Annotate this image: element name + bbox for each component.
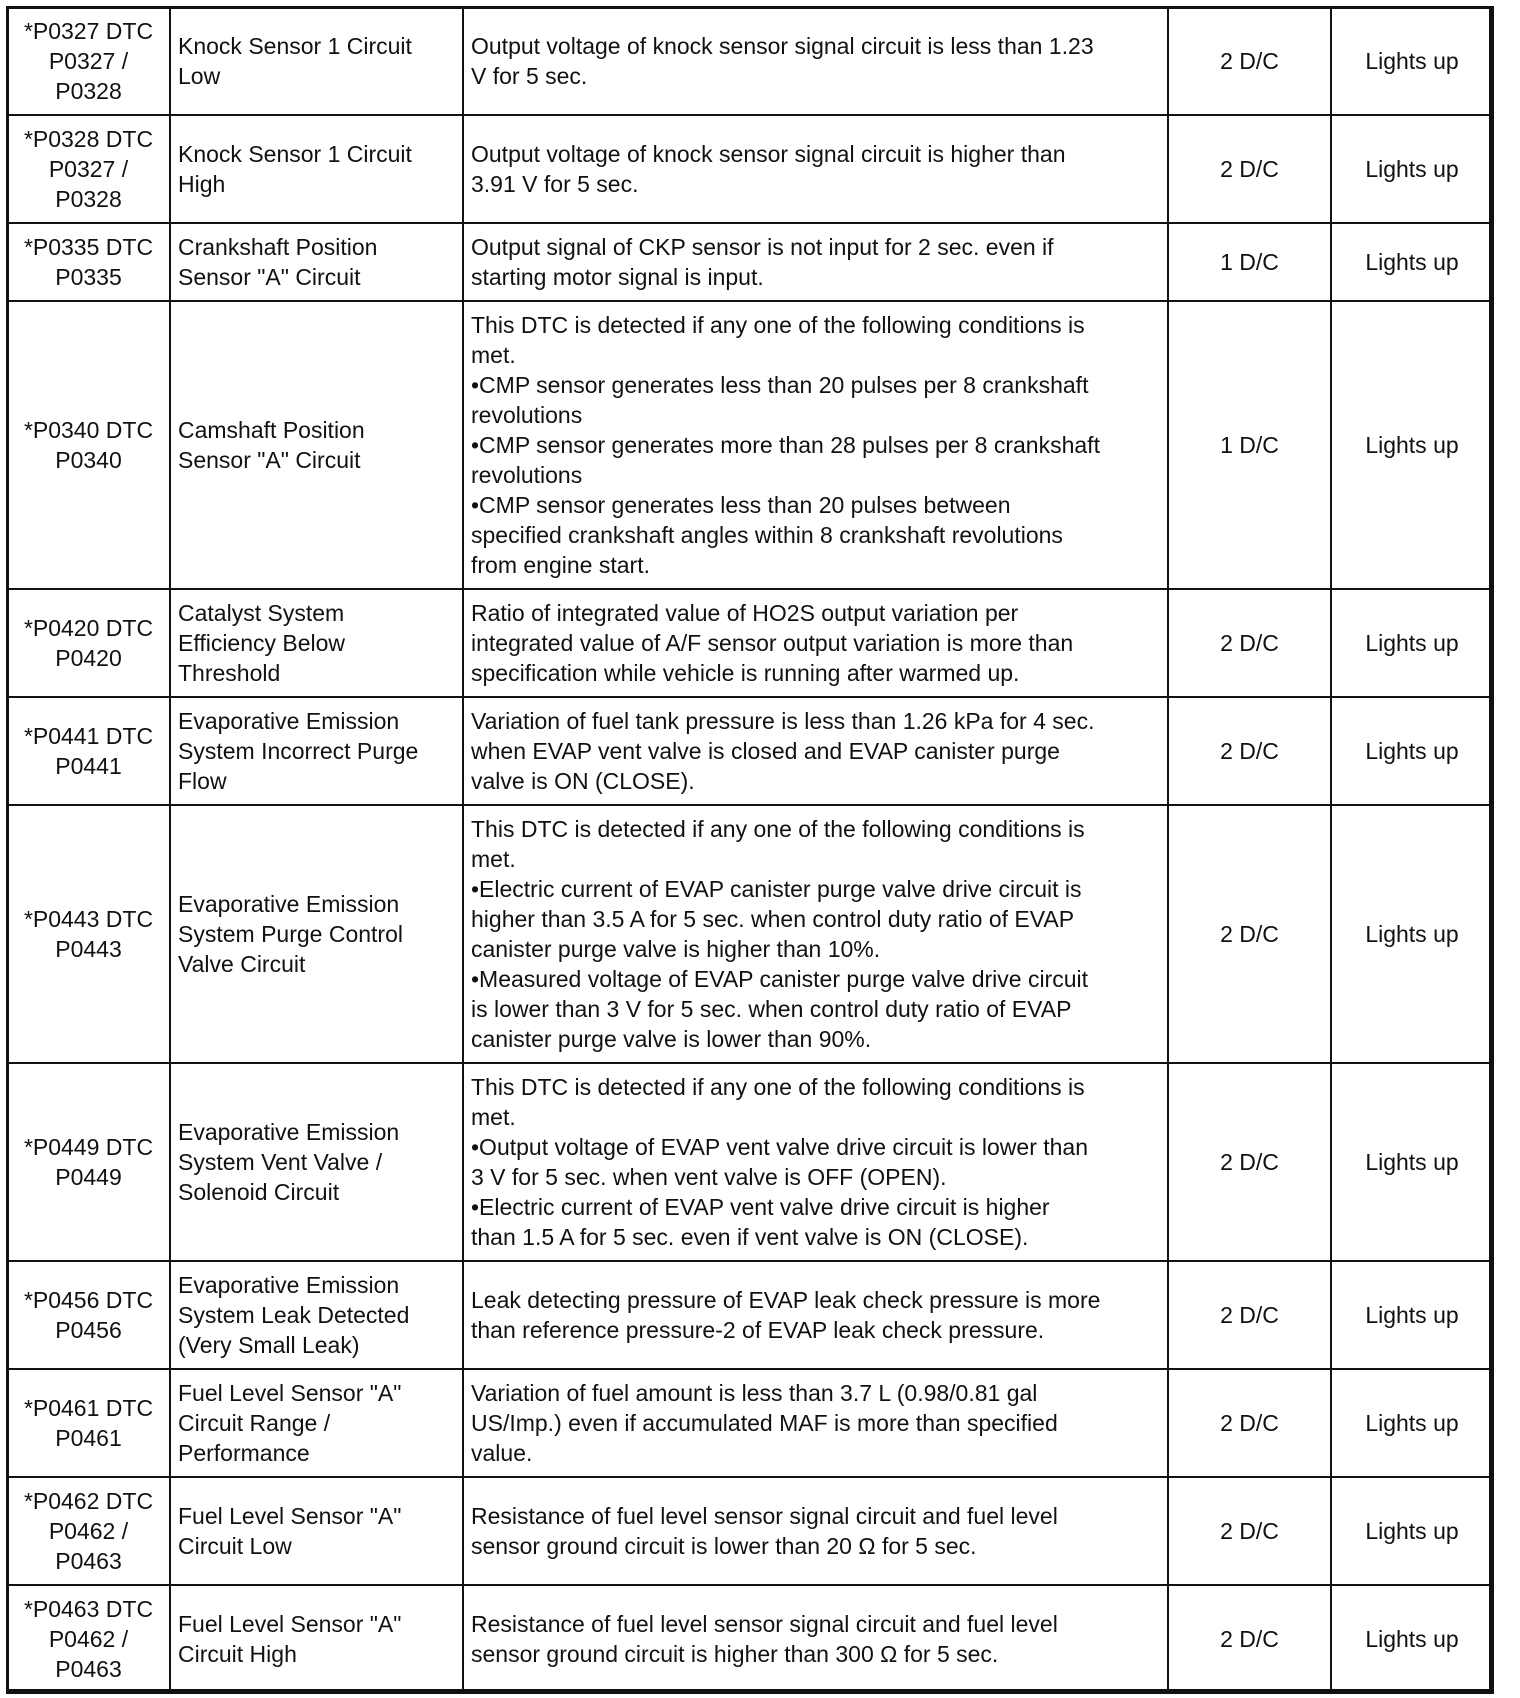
trip-cell: 1 D/C: [1168, 301, 1331, 589]
mil-cell: Lights up: [1331, 1369, 1493, 1477]
dtc-code-cell-line: *P0327 DTC: [23, 18, 154, 44]
detecting-item-cell-line: Evaporative Emission: [178, 1119, 400, 1145]
dtc-code-cell-line: P0461: [55, 1425, 122, 1451]
dtc-code-cell-line: P0456: [55, 1317, 122, 1343]
trip-cell: 2 D/C: [1168, 1477, 1331, 1585]
dtc-code-cell-line: *P0328 DTC: [23, 126, 154, 152]
detecting-condition-cell-line: Output signal of CKP sensor is not input for 2 sec. even if: [471, 234, 1054, 260]
mil-cell: Lights up: [1331, 115, 1493, 223]
detecting-item-cell-line: Fuel Level Sensor "A": [178, 1503, 402, 1529]
detecting-condition-cell: [463, 589, 1168, 697]
mil-cell: Lights up: [1331, 223, 1493, 301]
dtc-code-cell-line: P0328: [55, 78, 122, 104]
dtc-code-cell-line: P0335: [55, 264, 122, 290]
trip-cell: 2 D/C: [1168, 697, 1331, 805]
detecting-item-cell-line: Catalyst System: [178, 600, 345, 626]
detecting-item-cell-line: (Very Small Leak): [178, 1332, 360, 1358]
detecting-item-cell-line: Fuel Level Sensor "A": [178, 1611, 402, 1637]
detecting-condition-cell-line: Variation of fuel amount is less than 3.7 L (0.98/0.81 gal: [471, 1380, 1038, 1406]
detecting-condition-cell-line: Output voltage of knock sensor signal circuit is higher than: [471, 141, 1066, 167]
dtc-code-cell-line: *P0461 DTC: [23, 1395, 154, 1421]
detecting-item-cell-line: Circuit Range /: [178, 1410, 331, 1436]
trip-cell: 2 D/C: [1168, 805, 1331, 1063]
dtc-code-cell: [7, 1261, 170, 1369]
mil-cell: Lights up: [1331, 301, 1493, 589]
dtc-code-cell: [7, 301, 170, 589]
dtc-table-body: [7, 7, 1493, 1693]
detecting-item-cell-line: Flow: [178, 768, 227, 794]
dtc-code-cell-line: *P0340 DTC: [23, 417, 154, 443]
detecting-condition-cell-line: 3 V for 5 sec. when vent valve is OFF (OPEN).: [471, 1164, 947, 1190]
detecting-item-cell-line: Sensor "A" Circuit: [178, 264, 361, 290]
mil-cell: Lights up: [1331, 589, 1493, 697]
detecting-condition-cell-line: 3.91 V for 5 sec.: [471, 171, 639, 197]
detecting-item-cell: [170, 1063, 463, 1261]
detecting-item-cell: [170, 1261, 463, 1369]
trip-cell: 2 D/C: [1168, 1261, 1331, 1369]
detecting-condition-cell: [463, 1261, 1168, 1369]
dtc-code-cell-line: P0463: [55, 1656, 122, 1682]
dtc-code-cell: [7, 1477, 170, 1585]
detecting-condition-cell-line: revolutions: [471, 462, 583, 488]
detecting-item-cell: [170, 589, 463, 697]
dtc-code-cell-line: *P0463 DTC: [23, 1596, 154, 1622]
detecting-item-cell-line: Camshaft Position: [178, 417, 365, 443]
mil-cell: Lights up: [1331, 697, 1493, 805]
detecting-condition-cell-line: canister purge valve is higher than 10%.: [471, 936, 881, 962]
detecting-condition-cell: [463, 223, 1168, 301]
mil-cell: Lights up: [1331, 805, 1493, 1063]
detecting-item-cell-line: Efficiency Below: [178, 630, 346, 656]
dtc-code-cell-line: *P0420 DTC: [23, 615, 154, 641]
detecting-condition-cell-line: •Electric current of EVAP canister purge valve drive circuit is: [471, 876, 1082, 902]
dtc-code-cell-line: *P0462 DTC: [23, 1488, 154, 1514]
detecting-condition-cell-line: US/Imp.) even if accumulated MAF is more than specified: [471, 1410, 1058, 1436]
table-row: [7, 805, 1493, 1063]
table-row: [7, 1477, 1493, 1585]
detecting-item-cell-line: Performance: [178, 1440, 310, 1466]
dtc-code-cell: [7, 697, 170, 805]
dtc-code-cell: [7, 589, 170, 697]
dtc-code-cell-line: P0327 /: [48, 156, 129, 182]
detecting-condition-cell-line: sensor ground circuit is lower than 20 Ω for 5 sec.: [471, 1533, 977, 1559]
table-row: [7, 1585, 1493, 1693]
detecting-condition-cell: [463, 1477, 1168, 1585]
detecting-condition-cell: [463, 697, 1168, 805]
detecting-condition-cell-line: higher than 3.5 A for 5 sec. when control duty ratio of EVAP: [471, 906, 1075, 932]
dtc-code-cell-line: P0340: [55, 447, 122, 473]
table-row: [7, 1063, 1493, 1261]
detecting-condition-cell-line: integrated value of A/F sensor output variation is more than: [471, 630, 1074, 656]
trip-cell: 2 D/C: [1168, 589, 1331, 697]
detecting-condition-cell-line: is lower than 3 V for 5 sec. when control duty ratio of EVAP: [471, 996, 1072, 1022]
detecting-item-cell-line: Low: [178, 63, 221, 89]
detecting-condition-cell-line: from engine start.: [471, 552, 650, 578]
mil-cell: Lights up: [1331, 1585, 1493, 1693]
detecting-condition-cell-line: •CMP sensor generates less than 20 pulses per 8 crankshaft: [471, 372, 1089, 398]
detecting-condition-cell-line: Output voltage of knock sensor signal circuit is less than 1.23: [471, 33, 1094, 59]
detecting-item-cell: [170, 7, 463, 115]
detecting-condition-cell-line: met.: [471, 1104, 516, 1130]
detecting-condition-cell-line: than reference pressure-2 of EVAP leak check pressure.: [471, 1317, 1045, 1343]
dtc-code-cell-line: P0462 /: [48, 1626, 129, 1652]
detecting-condition-cell-line: sensor ground circuit is higher than 300 Ω for 5 sec.: [471, 1641, 999, 1667]
dtc-code-cell-line: *P0441 DTC: [23, 723, 154, 749]
table-row: [7, 301, 1493, 589]
detecting-condition-cell: [463, 301, 1168, 589]
trip-cell: 2 D/C: [1168, 1063, 1331, 1261]
detecting-condition-cell-line: valve is ON (CLOSE).: [471, 768, 695, 794]
table-row: [7, 1369, 1493, 1477]
dtc-code-cell-line: *P0443 DTC: [23, 906, 154, 932]
detecting-condition-cell-line: This DTC is detected if any one of the following conditions is: [471, 1074, 1085, 1100]
detecting-condition-cell-line: starting motor signal is input.: [471, 264, 764, 290]
detecting-item-cell-line: Threshold: [178, 660, 281, 686]
detecting-condition-cell-line: Ratio of integrated value of HO2S output variation per: [471, 600, 1019, 626]
dtc-code-cell-line: P0420: [55, 645, 122, 671]
detecting-item-cell: [170, 1369, 463, 1477]
detecting-item-cell: [170, 115, 463, 223]
detecting-condition-cell-line: Leak detecting pressure of EVAP leak check pressure is more: [471, 1287, 1101, 1313]
dtc-code-cell-line: P0441: [55, 753, 122, 779]
detecting-item-cell: [170, 1585, 463, 1693]
detecting-item-cell-line: Circuit High: [178, 1641, 297, 1667]
dtc-code-cell: [7, 223, 170, 301]
detecting-condition-cell-line: •Electric current of EVAP vent valve drive circuit is higher: [471, 1194, 1050, 1220]
dtc-code-cell: [7, 115, 170, 223]
detecting-condition-cell-line: This DTC is detected if any one of the following conditions is: [471, 312, 1085, 338]
detecting-item-cell-line: Sensor "A" Circuit: [178, 447, 361, 473]
detecting-item-cell: [170, 805, 463, 1063]
trip-cell: 2 D/C: [1168, 7, 1331, 115]
detecting-condition-cell-line: •CMP sensor generates more than 28 pulses per 8 crankshaft: [471, 432, 1100, 458]
dtc-table: [6, 6, 1494, 1694]
detecting-item-cell-line: Evaporative Emission: [178, 708, 400, 734]
detecting-condition-cell: [463, 115, 1168, 223]
detecting-item-cell-line: System Vent Valve /: [178, 1149, 383, 1175]
dtc-code-cell: [7, 805, 170, 1063]
dtc-code-cell-line: P0328: [55, 186, 122, 212]
detecting-item-cell-line: System Leak Detected: [178, 1302, 410, 1328]
table-row: [7, 115, 1493, 223]
dtc-code-cell-line: P0463: [55, 1548, 122, 1574]
detecting-condition-cell-line: Variation of fuel tank pressure is less than 1.26 kPa for 4 sec.: [471, 708, 1095, 734]
detecting-item-cell: [170, 697, 463, 805]
detecting-condition-cell: [463, 1369, 1168, 1477]
dtc-code-cell-line: P0449: [55, 1164, 122, 1190]
detecting-condition-cell-line: when EVAP vent valve is closed and EVAP canister purge: [471, 738, 1060, 764]
detecting-condition-cell-line: met.: [471, 342, 516, 368]
mil-cell: Lights up: [1331, 1063, 1493, 1261]
detecting-condition-cell-line: •Output voltage of EVAP vent valve drive circuit is lower than: [471, 1134, 1089, 1160]
dtc-code-cell: [7, 7, 170, 115]
detecting-item-cell-line: High: [178, 171, 226, 197]
detecting-condition-cell-line: Resistance of fuel level sensor signal circuit and fuel level: [471, 1611, 1058, 1637]
trip-cell: 2 D/C: [1168, 1585, 1331, 1693]
detecting-item-cell-line: System Incorrect Purge: [178, 738, 419, 764]
dtc-code-cell-line: P0462 /: [48, 1518, 129, 1544]
dtc-code-cell-line: *P0335 DTC: [23, 234, 154, 260]
detecting-item-cell-line: System Purge Control: [178, 921, 403, 947]
dtc-code-cell: [7, 1585, 170, 1693]
detecting-condition-cell: [463, 1063, 1168, 1261]
table-row: [7, 1261, 1493, 1369]
detecting-item-cell-line: Crankshaft Position: [178, 234, 378, 260]
trip-cell: 2 D/C: [1168, 1369, 1331, 1477]
mil-cell: Lights up: [1331, 1261, 1493, 1369]
detecting-condition-cell: [463, 1585, 1168, 1693]
detecting-condition-cell-line: met.: [471, 846, 516, 872]
detecting-condition-cell-line: V for 5 sec.: [471, 63, 588, 89]
dtc-code-cell-line: P0443: [55, 936, 122, 962]
detecting-item-cell-line: Knock Sensor 1 Circuit: [178, 33, 412, 59]
dtc-code-cell: [7, 1063, 170, 1261]
detecting-condition-cell-line: •Measured voltage of EVAP canister purge valve drive circuit: [471, 966, 1089, 992]
detecting-condition-cell-line: specified crankshaft angles within 8 crankshaft revolutions: [471, 522, 1063, 548]
trip-cell: 2 D/C: [1168, 115, 1331, 223]
detecting-condition-cell-line: than 1.5 A for 5 sec. even if vent valve is ON (CLOSE).: [471, 1224, 1029, 1250]
detecting-item-cell: [170, 223, 463, 301]
dtc-code-cell-line: P0327 /: [48, 48, 129, 74]
table-row: [7, 697, 1493, 805]
table-row: [7, 223, 1493, 301]
detecting-condition-cell-line: This DTC is detected if any one of the following conditions is: [471, 816, 1085, 842]
detecting-condition-cell-line: Resistance of fuel level sensor signal circuit and fuel level: [471, 1503, 1058, 1529]
dtc-code-cell-line: *P0449 DTC: [23, 1134, 154, 1160]
mil-cell: Lights up: [1331, 1477, 1493, 1585]
table-row: [7, 7, 1493, 115]
detecting-item-cell-line: Evaporative Emission: [178, 1272, 400, 1298]
detecting-item-cell-line: Valve Circuit: [178, 951, 306, 977]
detecting-item-cell-line: Solenoid Circuit: [178, 1179, 340, 1205]
table-row: [7, 589, 1493, 697]
detecting-item-cell-line: Fuel Level Sensor "A": [178, 1380, 402, 1406]
detecting-item-cell-line: Knock Sensor 1 Circuit: [178, 141, 412, 167]
detecting-condition-cell-line: value.: [471, 1440, 533, 1466]
mil-cell: Lights up: [1331, 7, 1493, 115]
detecting-item-cell-line: Evaporative Emission: [178, 891, 400, 917]
detecting-condition-cell-line: •CMP sensor generates less than 20 pulses between: [471, 492, 1011, 518]
detecting-item-cell: [170, 301, 463, 589]
detecting-condition-cell: [463, 7, 1168, 115]
detecting-item-cell-line: Circuit Low: [178, 1533, 292, 1559]
detecting-condition-cell-line: revolutions: [471, 402, 583, 428]
detecting-item-cell: [170, 1477, 463, 1585]
detecting-condition-cell-line: specification while vehicle is running after warmed up.: [471, 660, 1020, 686]
detecting-condition-cell: [463, 805, 1168, 1063]
trip-cell: 1 D/C: [1168, 223, 1331, 301]
dtc-code-cell: [7, 1369, 170, 1477]
detecting-condition-cell-line: canister purge valve is lower than 90%.: [471, 1026, 872, 1052]
dtc-code-cell-line: *P0456 DTC: [23, 1287, 154, 1313]
